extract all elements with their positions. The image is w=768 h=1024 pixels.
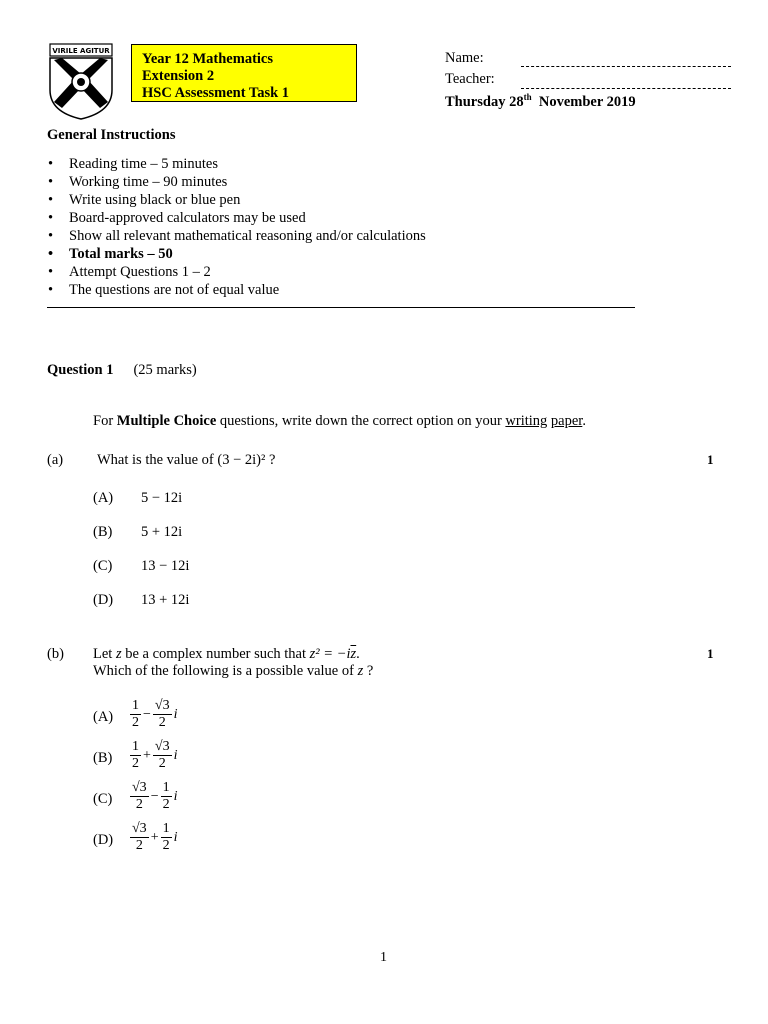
instructions-list — [48, 155, 426, 299]
page-number: 1 — [380, 950, 387, 965]
instructions-heading: General Instructions — [47, 127, 176, 143]
student-details — [445, 48, 495, 90]
instruction-item: • Attempt Questions 1 – 2 — [48, 263, 426, 281]
option-text: 13 − 12i — [141, 558, 190, 574]
teacher-label: Teacher: — [445, 71, 495, 87]
option-letter: (B) — [93, 524, 113, 540]
exam-date: Thursday 28th November 2019 — [445, 92, 636, 110]
option-text: 5 + 12i — [141, 524, 183, 540]
option-expression: $\frac{√3}{2}$ − $\frac{1}{2}$ i — [132, 780, 178, 812]
part-a-label: (a) — [47, 452, 64, 468]
crest-motto: VIRILE AGITUR — [52, 47, 110, 55]
part-b-label: (b) — [47, 646, 64, 662]
instruction-item: • Show all relevant mathematical reasoning and/or calculations — [48, 227, 426, 245]
option-letter: (C) — [93, 558, 113, 574]
title-line-3: HSC Assessment Task 1 — [142, 85, 290, 101]
multiple-choice-instruction: For Multiple Choice questions, write down the correct option on your writing paper. — [93, 413, 586, 429]
option-expression: $\frac{1}{2}$ − $\frac{√3}{2}$ i — [132, 698, 178, 730]
option-text: 13 + 12i — [141, 592, 190, 608]
name-blank-line — [521, 66, 731, 67]
title-line-2: Extension 2 — [142, 68, 215, 84]
instruction-item: • Total marks – 50 — [48, 245, 426, 263]
option-expression: $\frac{1}{2}$ + $\frac{√3}{2}$ i — [132, 739, 178, 771]
option-expression: $\frac{√3}{2}$ + $\frac{1}{2}$ i — [132, 821, 178, 853]
option-letter: (B) — [93, 750, 113, 766]
instruction-item: • Working time – 90 minutes — [48, 173, 426, 191]
option-letter: (A) — [93, 709, 114, 725]
instruction-item: • Board-approved calculators may be used — [48, 209, 426, 227]
option-text: 5 − 12i — [141, 490, 183, 506]
teacher-blank-line — [521, 88, 731, 89]
section-divider — [47, 307, 635, 308]
instruction-item: • Reading time – 5 minutes — [48, 155, 426, 173]
part-b-mark: 1 — [707, 646, 714, 661]
assessment-title-box — [131, 44, 357, 102]
option-letter: (A) — [93, 490, 114, 506]
part-b-question-line-2: Which of the following is a possible value of z ? — [93, 663, 374, 679]
name-label: Name: — [445, 50, 484, 66]
option-letter: (D) — [93, 832, 114, 848]
part-a-mark: 1 — [707, 452, 714, 467]
option-letter: (D) — [93, 592, 114, 608]
part-b-question-line-1: Let z be a complex number such that $z^2 = -i\overline{z}$. — [93, 646, 360, 662]
question-1-heading: Question 1 (25 marks) — [47, 362, 197, 378]
instruction-item: • The questions are not of equal value — [48, 281, 426, 299]
school-crest-logo — [44, 42, 118, 120]
option-letter: (C) — [93, 791, 113, 807]
title-line-1: Year 12 Mathematics — [142, 51, 274, 67]
part-a-question: What is the value of (3 − 2i)² ? — [97, 452, 276, 468]
instruction-item: • Write using black or blue pen — [48, 191, 426, 209]
